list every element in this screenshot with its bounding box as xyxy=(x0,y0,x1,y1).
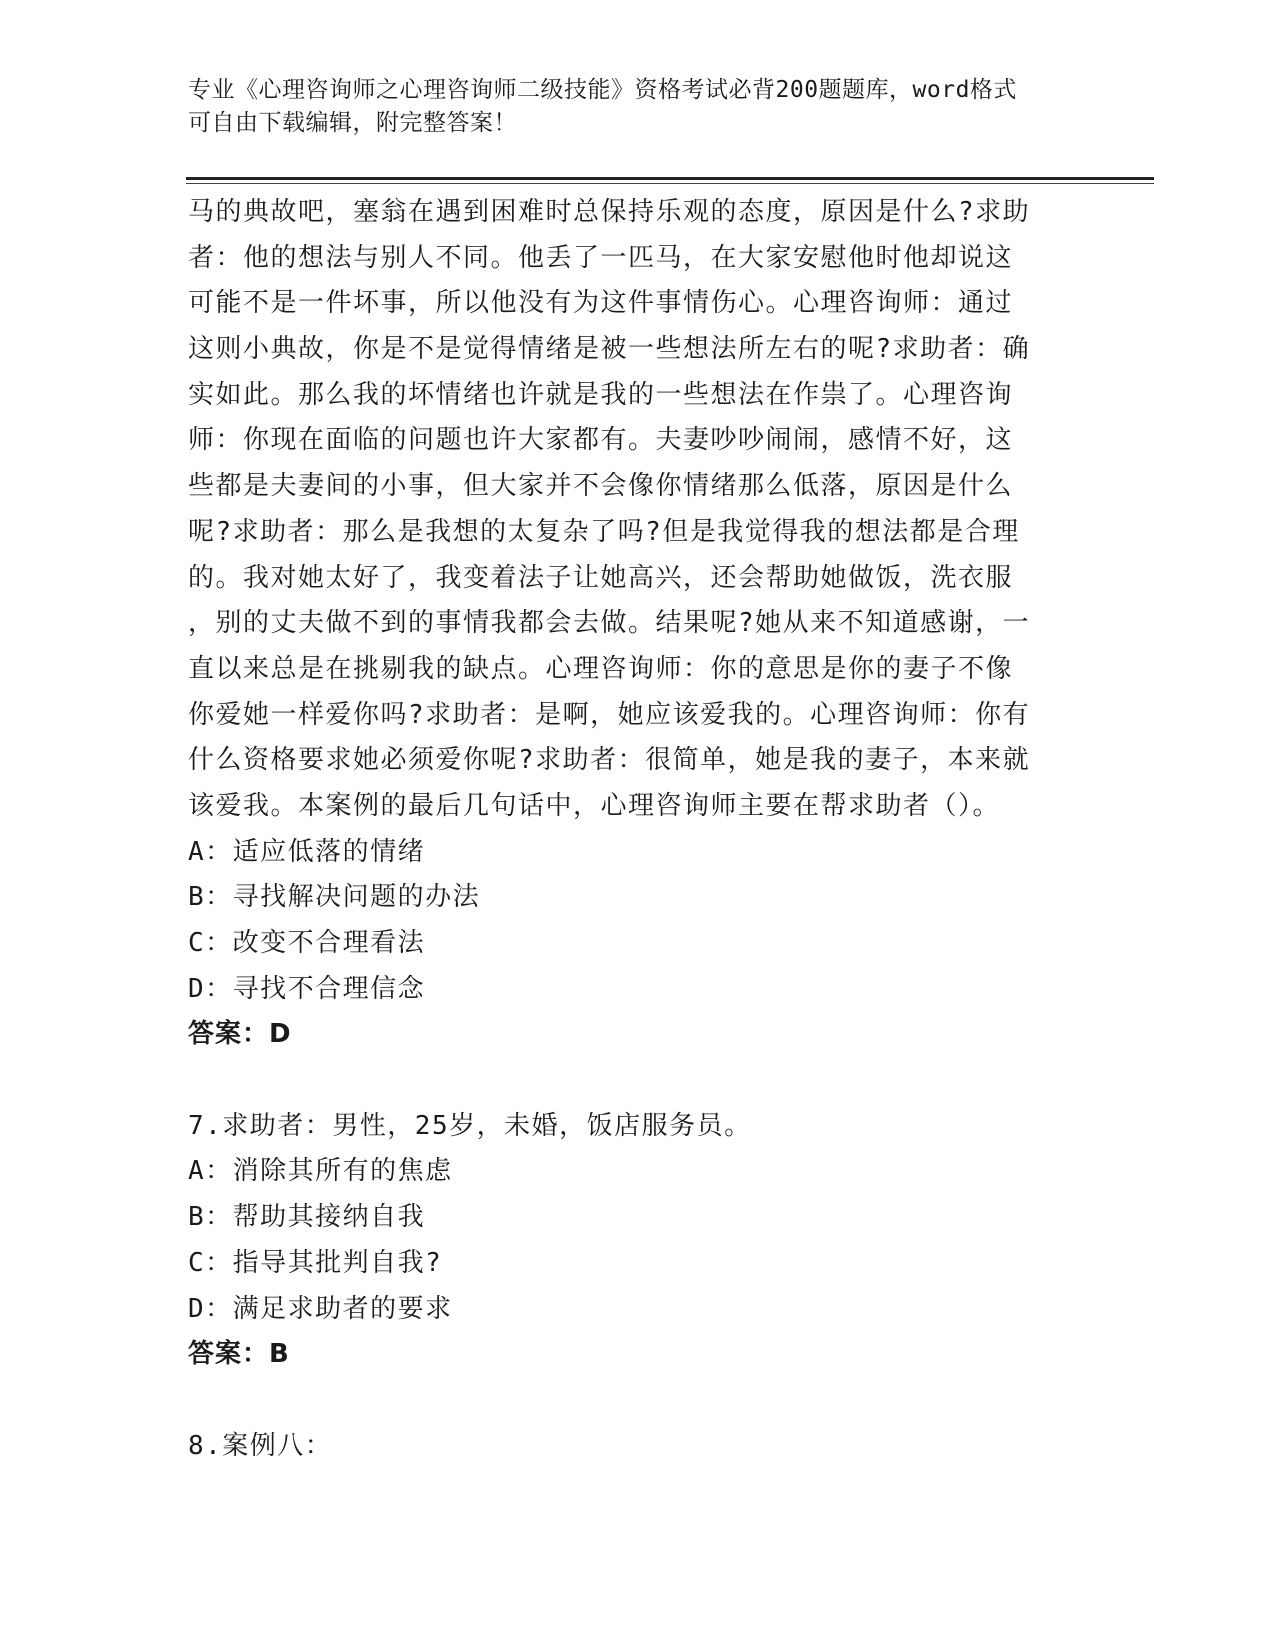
header-line-1: 专业《心理咨询师之心理咨询师二级技能》资格考试必背200题题库，word格式 xyxy=(188,77,1017,103)
option-a: A：适应低落的情绪 xyxy=(188,836,426,867)
header-line-2: 可自由下载编辑，附完整答案！ xyxy=(188,110,517,136)
header-rule-thick xyxy=(186,177,1154,180)
passage-line: 者：他的想法与别人不同。他丢了一匹马，在大家安慰他时他却说这 xyxy=(188,242,1014,273)
option-c: C：指导其批判自我? xyxy=(188,1247,443,1278)
passage-line: 的。我对她太好了，我变着法子让她高兴，还会帮助她做饭，洗衣服 xyxy=(188,562,1014,593)
question-6-options xyxy=(188,830,1078,1013)
option-b: B：寻找解决问题的办法 xyxy=(188,882,481,913)
passage-line: 实如此。那么我的坏情绪也许就是我的一些想法在作祟了。心理咨询 xyxy=(188,379,1014,410)
passage-line: 什么资格要求她必须爱你呢?求助者：很简单，她是我的妻子，本来就 xyxy=(188,745,1031,776)
passage-line: 可能不是一件坏事，所以他没有为这件事情伤心。心理咨询师：通过 xyxy=(188,288,1014,319)
passage-line: 师：你现在面临的问题也许大家都有。夫妻吵吵闹闹，感情不好，这 xyxy=(188,425,1014,456)
passage-line: 些都是夫妻间的小事，但大家并不会像你情绪那么低落，原因是什么 xyxy=(188,471,1014,502)
spacer xyxy=(188,1058,1078,1104)
header-rule-thin xyxy=(186,183,1154,184)
document-body xyxy=(188,190,1078,1469)
spacer xyxy=(188,1378,1078,1424)
passage-line: 你爱她一样爱你吗?求助者：是啊，她应该爱我的。心理咨询师：你有 xyxy=(188,699,1031,730)
question-7-options xyxy=(188,1149,1078,1332)
passage-line: 该爱我。本案例的最后几句话中，心理咨询师主要在帮求助者（）。 xyxy=(188,790,1001,821)
document-header xyxy=(188,74,1068,140)
passage-line: 马的典故吧，塞翁在遇到困难时总保持乐观的态度，原因是什么?求助 xyxy=(188,197,1031,227)
question-7-answer: 答案：B xyxy=(188,1339,290,1370)
question-8-stem: 8.案例八： xyxy=(188,1430,333,1461)
question-7-stem: 7.求助者：男性，25岁，未婚，饭店服务员。 xyxy=(188,1110,752,1141)
option-d: D：满足求助者的要求 xyxy=(188,1293,453,1324)
question-6-answer: 答案：D xyxy=(188,1019,292,1050)
question-6-passage xyxy=(188,190,1078,830)
option-c: C：改变不合理看法 xyxy=(188,928,426,958)
passage-line: 直以来总是在挑剔我的缺点。心理咨询师：你的意思是你的妻子不像 xyxy=(188,653,1014,684)
option-d: D：寻找不合理信念 xyxy=(188,973,426,1004)
passage-line: ，别的丈夫做不到的事情我都会去做。结果呢?她从来不知道感谢，一 xyxy=(188,608,1031,639)
option-b: B：帮助其接纳自我 xyxy=(188,1202,426,1233)
option-a: A：消除其所有的焦虑 xyxy=(188,1156,453,1187)
passage-line: 这则小典故，你是不是觉得情绪是被一些想法所左右的呢?求助者：确 xyxy=(188,334,1031,365)
passage-line: 呢?求助者：那么是我想的太复杂了吗?但是我觉得我的想法都是合理 xyxy=(188,516,1020,547)
